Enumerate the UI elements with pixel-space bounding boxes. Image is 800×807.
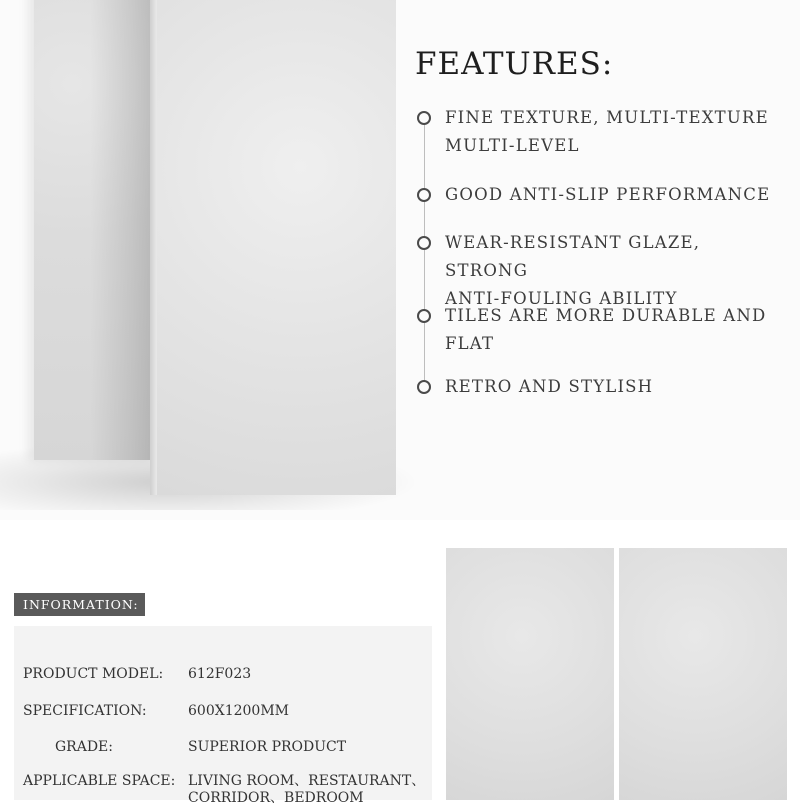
info-label: APPLICABLE SPACE: xyxy=(23,773,176,789)
bullet-circle-icon xyxy=(417,309,431,323)
info-value: SUPERIOR PRODUCT xyxy=(188,739,347,755)
feature-text-line: TILES ARE MORE DURABLE AND xyxy=(445,306,767,325)
feature-text-line: FLAT xyxy=(445,334,495,353)
tile-edge xyxy=(150,0,157,495)
bullet-circle-icon xyxy=(417,380,431,394)
feature-text-line: FINE TEXTURE, MULTI-TEXTURE xyxy=(445,108,769,127)
tile-image-front xyxy=(157,0,396,495)
info-label: GRADE: xyxy=(55,739,113,755)
bullet-circle-icon xyxy=(417,236,431,250)
info-label: SPECIFICATION: xyxy=(23,703,147,719)
feature-text-line: MULTI-LEVEL xyxy=(445,136,580,155)
tile-sample-image xyxy=(619,548,787,800)
bullet-circle-icon xyxy=(417,111,431,125)
information-title: INFORMATION: xyxy=(14,593,145,616)
features-title: FEATURES: xyxy=(415,46,614,82)
feature-text-line: RETRO AND STYLISH xyxy=(445,377,654,396)
bullet-circle-icon xyxy=(417,188,431,202)
tile-sample-image xyxy=(446,548,614,800)
feature-text-line: ANTI-FOULING ABILITY xyxy=(445,289,678,308)
info-value: LIVING ROOM、RESTAURANT、CORRIDOR、BEDROOM xyxy=(188,773,426,806)
features-timeline xyxy=(424,117,425,387)
info-label: PRODUCT MODEL: xyxy=(23,666,164,682)
feature-text-line: GOOD ANTI-SLIP PERFORMANCE xyxy=(445,185,771,204)
info-value: 612F023 xyxy=(188,666,252,682)
info-value: 600X1200MM xyxy=(188,703,289,719)
feature-text-line: WEAR-RESISTANT GLAZE, STRONG xyxy=(445,233,701,280)
